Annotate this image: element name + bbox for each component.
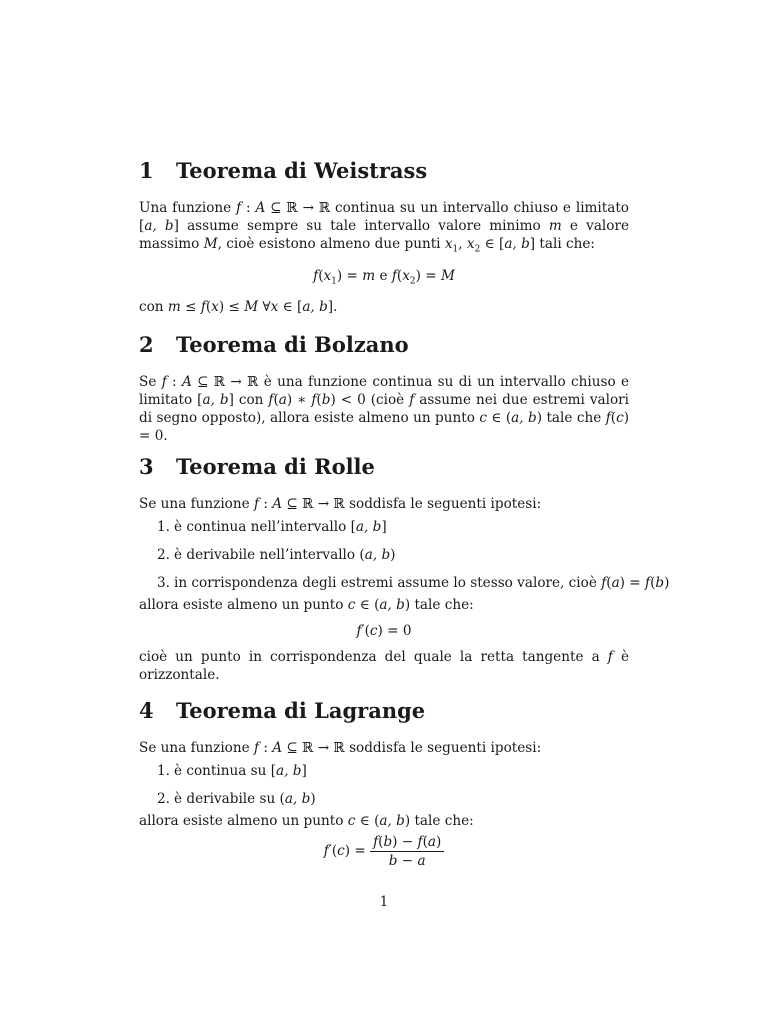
hypothesis-list [157, 762, 629, 808]
theorem-statement: Una funzione f : A ⊆ ℝ → ℝ continua su un intervallo chiuso e limitato [a, b] assume sempre su tale intervallo valore minimo m e valore massimo M, cioè esistono almeno due punti $x_1$, $x_2$ ∈ [a, b] tali che: [139, 200, 629, 255]
fraction [370, 834, 444, 869]
theorem-statement: Se f : A ⊆ ℝ → ℝ è una funzione continua su di un intervallo chiuso e limitato [a, b] con f(a) ∗ f(b) < 0 (cioè f assume nei due estremi valori di segno opposto), allora esiste almeno un punto c ∈ (a, b) tale che f(c) = 0. [139, 374, 630, 444]
fraction-numerator: f(b) − f(a) [370, 834, 444, 852]
section-title: Teorema di Rolle [176, 454, 375, 479]
fraction-denominator: b − a [388, 853, 426, 869]
section-heading [139, 454, 629, 480]
section-heading [139, 158, 629, 184]
section-title: Teorema di Bolzano [176, 332, 409, 357]
section-title: Teorema di Lagrange [176, 698, 426, 723]
equation: f′(c) = 0 [356, 623, 412, 639]
list-item: 2. è derivabile nell’intervallo (a, b) [157, 547, 396, 563]
theorem-conclusion: con m ≤ f(x) ≤ M ∀x ∈ [a, b]. [139, 299, 338, 316]
equation: f′(c) = $\frac{f(b) - f(a)}{b - a}$ [139, 834, 629, 869]
list-item: 1. è continua su [a, b] [157, 763, 307, 779]
section-number: 2 [139, 332, 154, 357]
section-heading [139, 332, 629, 358]
section-title: Teorema di Weistrass [176, 158, 428, 183]
theorem-intro: Se una funzione f : A ⊆ ℝ → ℝ soddisfa le seguenti ipotesi: [139, 496, 542, 512]
section-weistrass [139, 158, 629, 316]
list-item-number: 3. [157, 575, 170, 591]
list-item-number: 2. [157, 791, 170, 807]
list-item: 2. è derivabile su (a, b) [157, 791, 316, 807]
theorem-conclusion: allora esiste almeno un punto c ∈ (a, b) tale che: [139, 597, 474, 613]
theorem-intro: Se una funzione f : A ⊆ ℝ → ℝ soddisfa le seguenti ipotesi: [139, 740, 542, 756]
list-item: 1. è continua nell’intervallo [a, b] [157, 519, 387, 535]
equation: $f(x_1) = m$ e $f(x_2) = M$ [313, 267, 455, 287]
list-item-number: 1. [157, 519, 170, 535]
list-item-number: 1. [157, 763, 170, 779]
page-number: 1 [379, 894, 389, 910]
theorem-conclusion: allora esiste almeno un punto c ∈ (a, b) tale che: [139, 813, 474, 829]
section-number: 4 [139, 698, 154, 723]
section-bolzano [139, 332, 629, 445]
theorem-remark: cioè un punto in corrispondenza del quale la retta tangente a f è orizzontale. [139, 649, 629, 683]
list-item-number: 2. [157, 547, 170, 563]
list-item: 3. in corrispondenza degli estremi assume lo stesso valore, cioè f(a) = f(b) [157, 575, 670, 591]
section-heading [139, 698, 629, 724]
section-lagrange [139, 698, 629, 869]
section-rolle [139, 454, 670, 684]
hypothesis-list [157, 518, 670, 592]
section-number: 3 [139, 454, 154, 479]
section-number: 1 [139, 158, 154, 183]
